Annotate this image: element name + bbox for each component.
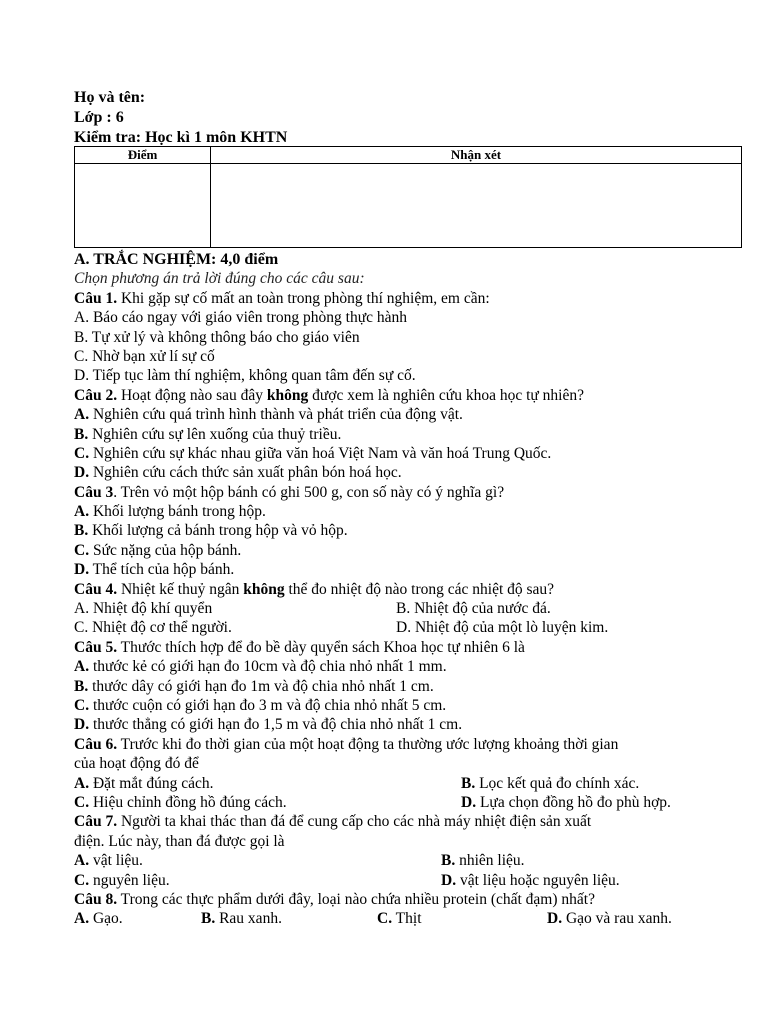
q7-options-row-1 bbox=[74, 851, 754, 870]
question-emphasis: không bbox=[266, 386, 309, 404]
q2-option-b bbox=[74, 425, 754, 444]
question-number: Câu 3 bbox=[74, 483, 114, 501]
option-text: Nghiên cứu quá trình hình thành và phát triển của động vật. bbox=[89, 406, 463, 424]
option-key: C. bbox=[74, 793, 90, 811]
question-text: Nhiệt kế thuỷ ngân bbox=[117, 580, 244, 598]
q7-option-a bbox=[74, 851, 143, 870]
option-key: A. bbox=[74, 852, 90, 870]
question-5 bbox=[74, 638, 754, 657]
option-key: D. bbox=[74, 464, 90, 482]
option-key: C. bbox=[74, 871, 90, 889]
option-text: Nghiên cứu sự lên xuống của thuỷ triều. bbox=[88, 425, 342, 443]
question-7 bbox=[74, 812, 754, 831]
option-text: Đặt mắt đúng cách. bbox=[89, 774, 214, 792]
grade-table bbox=[74, 146, 742, 248]
question-number: Câu 6. bbox=[74, 735, 118, 753]
option-key: D. bbox=[461, 793, 477, 811]
option-key: C. bbox=[377, 910, 393, 928]
question-text: được xem là nghiên cứu khoa học tự nhiên? bbox=[308, 386, 584, 404]
option-text: nhiên liệu. bbox=[455, 852, 525, 870]
option-key: A. bbox=[74, 774, 90, 792]
q8-option-d bbox=[547, 909, 672, 928]
q4-option-d: D. Nhiệt độ của một lò luyện kim. bbox=[396, 619, 609, 637]
q1-option-c: C. Nhờ bạn xử lí sự cố bbox=[74, 347, 215, 365]
q3-option-c bbox=[74, 541, 754, 560]
question-text: Trước khi đo thời gian của một hoạt động ta thường ước lượng khoảng thời gian bbox=[117, 735, 619, 753]
q5-option-d bbox=[74, 715, 754, 734]
option-text: Nghiên cứu cách thức sản xuất phân bón hoá học. bbox=[89, 464, 402, 482]
option-text: Rau xanh. bbox=[215, 910, 282, 928]
question-number: Câu 5. bbox=[74, 638, 118, 656]
score-header: Điểm bbox=[75, 147, 211, 164]
q1-option-b: B. Tự xử lý và không thông báo cho giáo viên bbox=[74, 328, 360, 346]
q3-option-d bbox=[74, 560, 754, 579]
q6-option-d bbox=[461, 793, 671, 812]
comment-cell[interactable] bbox=[211, 164, 742, 248]
option-key: C. bbox=[74, 696, 90, 714]
question-text: Người ta khai thác than đá để cung cấp cho các nhà máy nhiệt điện sản xuất bbox=[117, 813, 592, 831]
q4-option-c: C. Nhiệt độ cơ thể người. bbox=[74, 619, 232, 637]
q7-options-row-2 bbox=[74, 871, 754, 890]
option-text: Nghiên cứu sự khác nhau giữa văn hoá Việt Nam và văn hoá Trung Quốc. bbox=[89, 444, 552, 462]
q5-option-b bbox=[74, 677, 754, 696]
q6-option-c bbox=[74, 793, 287, 812]
option-text: Gạo và rau xanh. bbox=[562, 910, 672, 928]
q5-option-a bbox=[74, 657, 754, 676]
option-key: C. bbox=[74, 444, 90, 462]
q8-options-row bbox=[74, 909, 754, 928]
question-6-cont: của hoạt động đó để bbox=[74, 755, 199, 773]
option-key: B. bbox=[74, 522, 89, 540]
option-key: B. bbox=[461, 774, 476, 792]
question-8 bbox=[74, 890, 754, 909]
questions bbox=[74, 250, 754, 929]
option-text: thước dây có giới hạn đo 1m và độ chia nhỏ nhất 1 cm. bbox=[88, 677, 434, 695]
question-7-cont: điện. Lúc này, than đá được gọi là bbox=[74, 832, 285, 850]
question-4 bbox=[74, 580, 754, 599]
question-text: Hoạt động nào sau đây bbox=[117, 386, 267, 404]
q4-option-b: B. Nhiệt độ của nước đá. bbox=[396, 600, 551, 618]
option-key: A. bbox=[74, 910, 90, 928]
question-number: Câu 7. bbox=[74, 813, 118, 831]
option-text: thước kẻ có giới hạn đo 10cm và độ chia nhỏ nhất 1 mm. bbox=[89, 658, 447, 676]
q5-option-c bbox=[74, 696, 754, 715]
option-key: A. bbox=[74, 406, 90, 424]
q6-options-row-1 bbox=[74, 774, 754, 793]
question-text: Khi gặp sự cố mất an toàn trong phòng thí nghiệm, em cần: bbox=[117, 289, 490, 307]
option-text: Gạo. bbox=[89, 910, 123, 928]
option-text: thước cuộn có giới hạn đo 3 m và độ chia nhỏ nhất 5 cm. bbox=[89, 696, 447, 714]
q8-option-c bbox=[377, 909, 422, 928]
option-text: Thể tích của hộp bánh. bbox=[89, 561, 235, 579]
score-cell[interactable] bbox=[75, 164, 211, 248]
class-label: Lớp : 6 bbox=[74, 109, 124, 126]
option-key: B. bbox=[441, 852, 456, 870]
question-3 bbox=[74, 483, 754, 502]
option-key: D. bbox=[441, 871, 457, 889]
q4-options-row-2 bbox=[74, 618, 754, 637]
option-key: C. bbox=[74, 541, 90, 559]
option-text: nguyên liệu. bbox=[89, 871, 170, 889]
q7-option-b bbox=[441, 851, 525, 870]
q8-option-a bbox=[74, 909, 123, 928]
q7-option-d bbox=[441, 871, 620, 890]
question-number: Câu 4. bbox=[74, 580, 118, 598]
option-key: B. bbox=[74, 425, 89, 443]
question-2 bbox=[74, 386, 754, 405]
option-key: B. bbox=[74, 677, 89, 695]
exam-title: Kiểm tra: Học kì 1 môn KHTN bbox=[74, 129, 288, 146]
question-text: Trong các thực phẩm dưới đây, loại nào chứa nhiều protein (chất đạm) nhất? bbox=[117, 890, 595, 908]
option-text: vật liệu. bbox=[89, 852, 143, 870]
section-a-instruction: Chọn phương án trả lời đúng cho các câu sau: bbox=[74, 270, 365, 288]
q2-option-d bbox=[74, 463, 754, 482]
q6-option-b bbox=[461, 774, 639, 793]
q6-option-a bbox=[74, 774, 213, 793]
question-emphasis: không bbox=[243, 580, 285, 598]
q7-option-c bbox=[74, 871, 170, 890]
q1-option-d: D. Tiếp tục làm thí nghiệm, không quan tâm đến sự cố. bbox=[74, 367, 416, 385]
option-text: Khối lượng bánh trong hộp. bbox=[89, 503, 266, 521]
question-1 bbox=[74, 289, 754, 308]
question-6 bbox=[74, 735, 754, 754]
q1-option-a: A. Báo cáo ngay với giáo viên trong phòng thực hành bbox=[74, 309, 407, 327]
section-a-title: A. TRẮC NGHIỆM: 4,0 điểm bbox=[74, 251, 279, 268]
question-text: thể đo nhiệt độ nào trong các nhiệt độ sau? bbox=[284, 580, 555, 598]
question-number: Câu 2. bbox=[74, 386, 118, 404]
option-text: vật liệu hoặc nguyên liệu. bbox=[456, 871, 620, 889]
q4-options-row-1 bbox=[74, 599, 754, 618]
student-name-label: Họ và tên: bbox=[74, 89, 146, 106]
option-key: A. bbox=[74, 503, 90, 521]
q6-options-row-2 bbox=[74, 793, 754, 812]
q4-option-a: A. Nhiệt độ khí quyển bbox=[74, 600, 213, 618]
q3-option-a bbox=[74, 502, 754, 521]
question-number: Câu 1. bbox=[74, 289, 118, 307]
option-text: Sức nặng của hộp bánh. bbox=[89, 541, 242, 559]
q8-option-b bbox=[201, 909, 282, 928]
question-text: . Trên vỏ một hộp bánh có ghi 500 g, con số này có ý nghĩa gì? bbox=[113, 483, 505, 501]
option-text: Thịt bbox=[392, 910, 422, 928]
option-text: Lựa chọn đồng hồ đo phù hợp. bbox=[476, 793, 671, 811]
question-text: Thước thích hợp để đo bề dày quyển sách Khoa học tự nhiên 6 là bbox=[117, 638, 525, 656]
option-text: Khối lượng cả bánh trong hộp và vỏ hộp. bbox=[88, 522, 348, 540]
option-key: D. bbox=[547, 910, 563, 928]
option-text: thước thẳng có giới hạn đo 1,5 m và độ chia nhỏ nhất 1 cm. bbox=[89, 716, 463, 734]
option-text: Lọc kết quả đo chính xác. bbox=[475, 774, 640, 792]
option-key: A. bbox=[74, 658, 90, 676]
q3-option-b bbox=[74, 521, 754, 540]
question-number: Câu 8. bbox=[74, 890, 118, 908]
q2-option-c bbox=[74, 444, 754, 463]
option-text: Hiệu chỉnh đồng hồ đúng cách. bbox=[89, 793, 287, 811]
q2-option-a bbox=[74, 405, 754, 424]
option-key: D. bbox=[74, 561, 90, 579]
comment-header: Nhận xét bbox=[211, 147, 742, 164]
option-key: D. bbox=[74, 716, 90, 734]
option-key: B. bbox=[201, 910, 216, 928]
